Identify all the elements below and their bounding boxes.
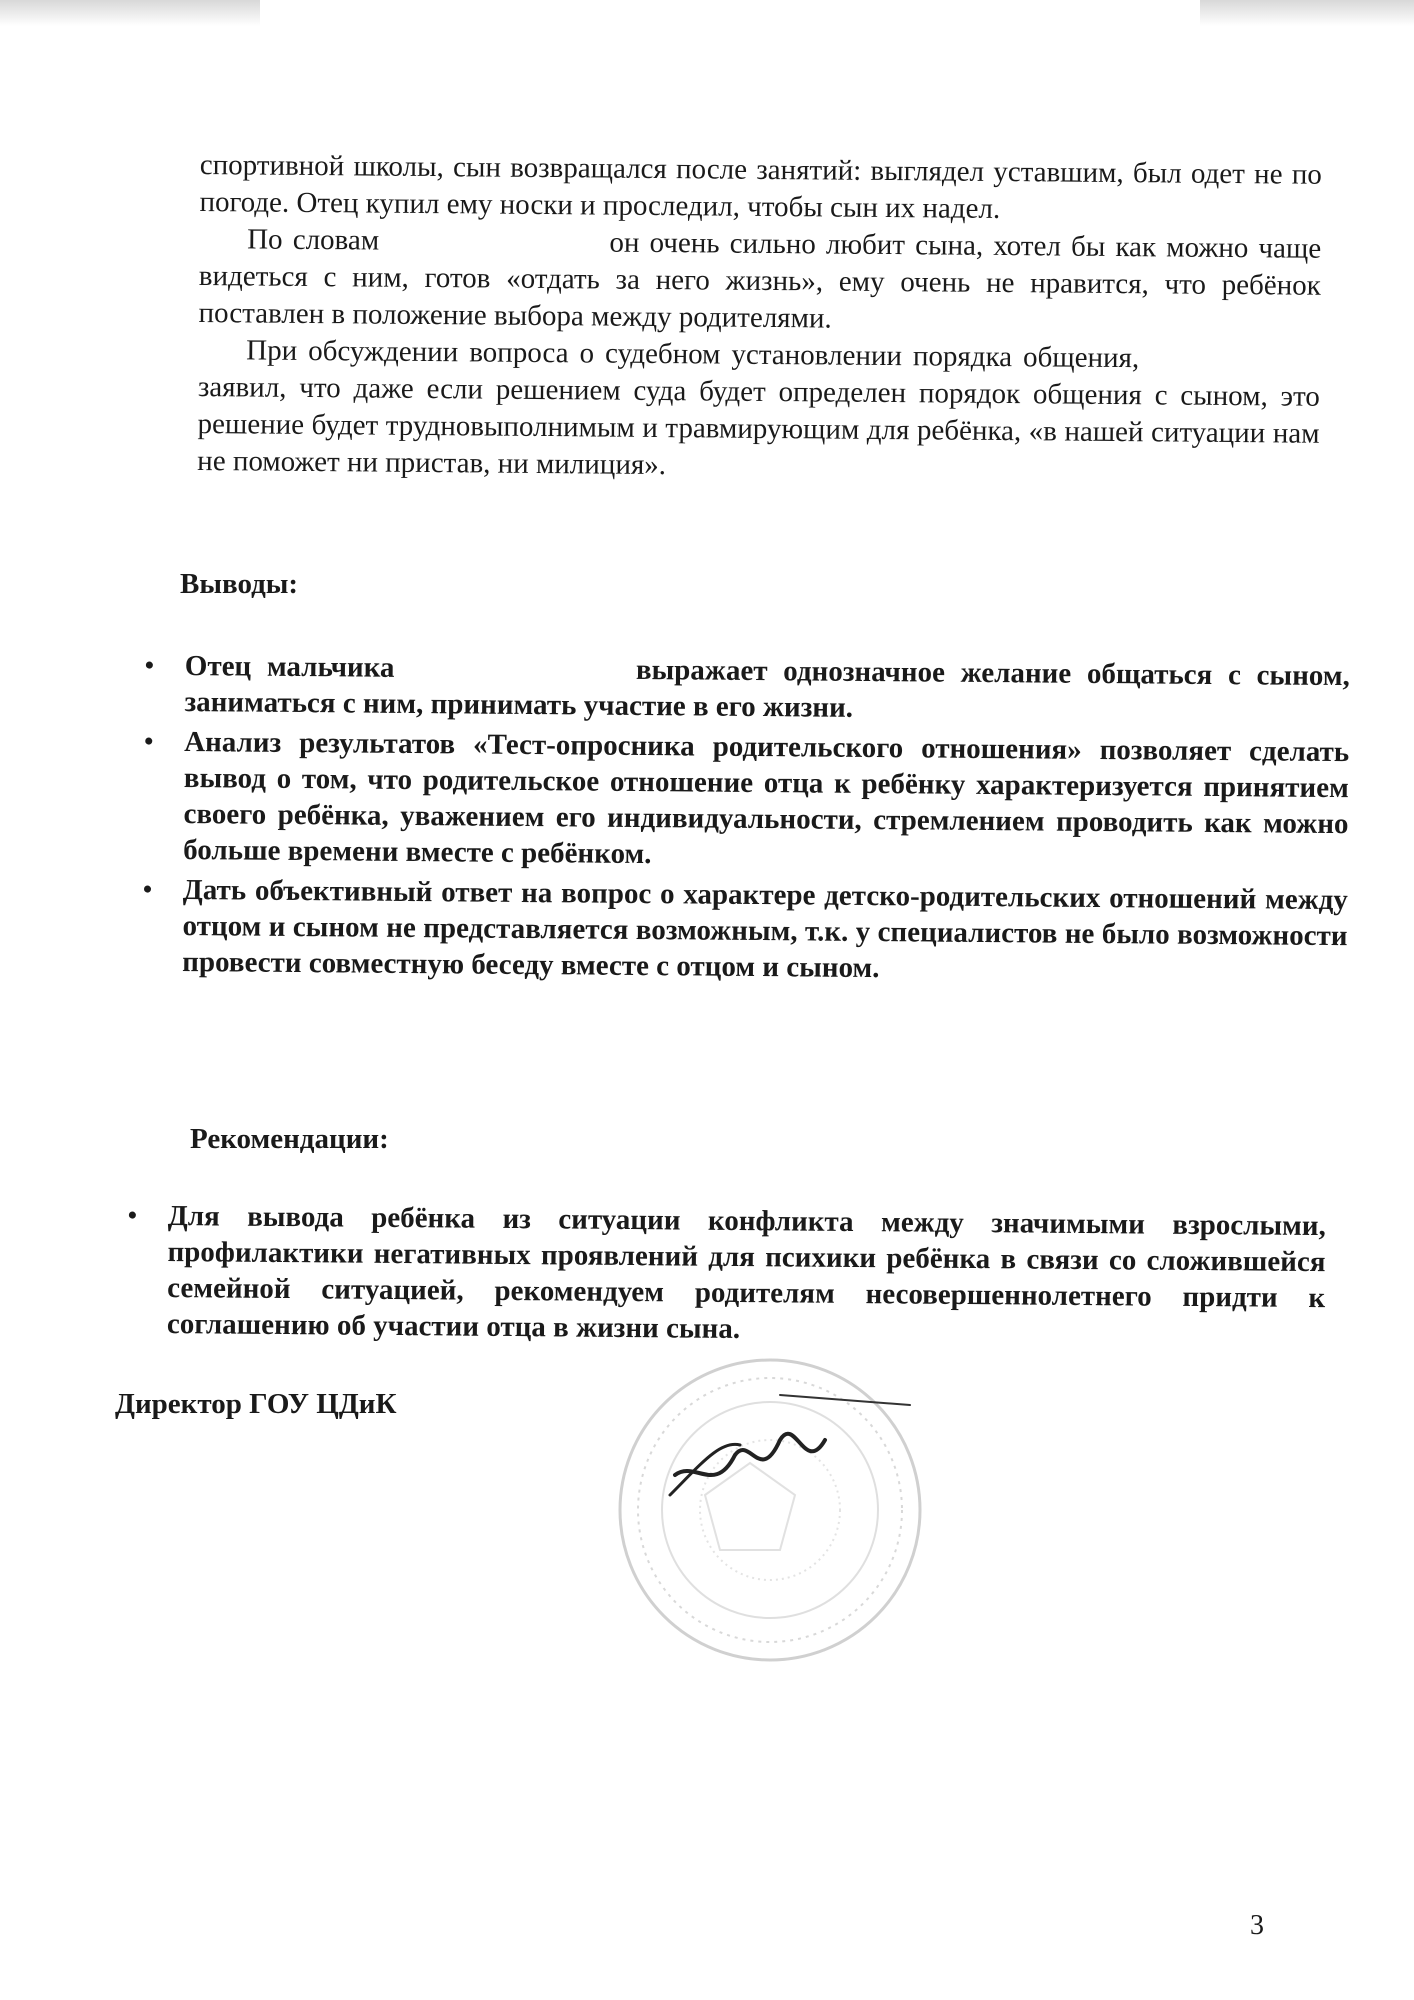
redacted-name	[389, 250, 599, 252]
paragraph-2-end: он очень сильно любит сына, хотел бы как можно чаще видеться с ним, готов «отдать за него жизнь», ему очень не нравится, что ребёнок поставлен в положение выбора между родителями.	[198, 226, 1322, 335]
list-item: • Для вывода ребёнка из ситуации конфликта между значимыми взрослыми, профилактики негативных проявлений для психики ребёнка в связи со сложившейся семейной ситуацией, рекомендуем родителям несовершеннолетнего придти к соглашению об участии отца в жизни сына.	[167, 1198, 1326, 1352]
scan-edge-left	[0, 0, 260, 26]
page-number: 3	[1250, 1910, 1264, 1941]
bullet-icon: •	[142, 874, 153, 904]
paragraph-3	[197, 332, 1320, 490]
recommendations-list	[127, 1198, 1326, 1356]
bullet-icon: •	[127, 1200, 138, 1230]
paragraph-2	[198, 221, 1321, 342]
list-item: • Отец мальчика выражает однозначное желание общаться с сыном, заниматься с ним, принимать участие в его жизни.	[184, 648, 1350, 730]
paragraph-2-start: По словам	[247, 223, 380, 257]
paragraph-1: спортивной школы, сын возвращался после занятий: выглядел уставшим, был одет не по погоде. Отец купил ему носки и проследил, чтобы сын их надел.	[199, 148, 1322, 225]
recommendations-heading: Рекомендации:	[190, 1123, 389, 1155]
redacted-name	[410, 677, 620, 679]
paragraph-3-end: заявил, что даже если решением суда будет определен порядок общения с сыном, это решение будет трудновыполнимым и травмирующим для ребёнка, «в нашей ситуации нам не поможет ни пристав, ни милиция».	[197, 370, 1321, 482]
paragraph-3-start: При обсуждении вопроса о судебном установлении порядка общения,	[246, 334, 1140, 375]
list-item: • Дать объективный ответ на вопрос о характере детско-родительских отношений между отцом и сыном не представляется возможным, т.к. у специалистов не было возможности провести совместную беседу вместе с отцом и сыном.	[182, 872, 1348, 990]
list-item: • Анализ результатов «Тест-опросника родительского отношения» позволяет сделать вывод о том, что родительское отношение отца к ребёнку характеризуется принятием своего ребёнка, уважением его индивидуальности, стремлением проводить как можно больше времени вместе с ребёнком.	[183, 724, 1349, 878]
bullet-icon: •	[144, 650, 155, 680]
conclusions-list	[142, 648, 1350, 994]
bullet-icon: •	[144, 726, 154, 756]
round-seal-icon	[610, 1345, 940, 1675]
body-text	[197, 147, 1322, 490]
scan-edge-right	[1200, 0, 1414, 26]
redacted-name	[1150, 367, 1320, 368]
conclusions-heading: Выводы:	[180, 568, 299, 600]
signer-title: Директор ГОУ ЦДиК	[115, 1388, 397, 1420]
